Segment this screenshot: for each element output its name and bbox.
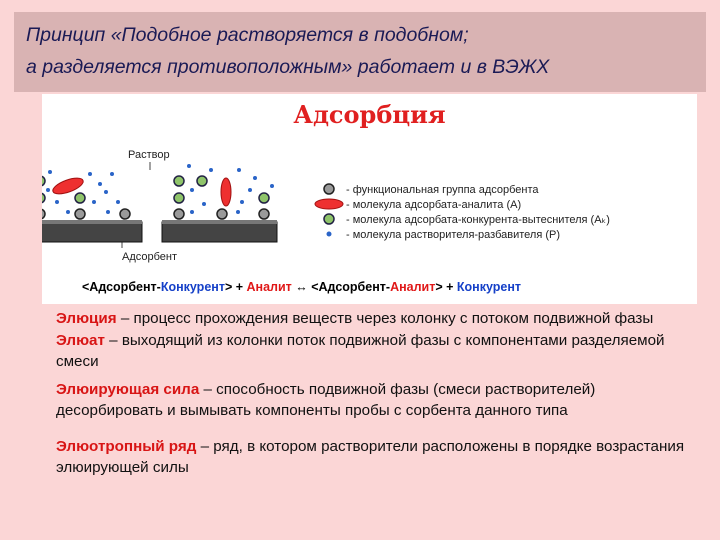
definition-term: Элюирующая сила [56, 380, 200, 398]
legend-competitor-icon [324, 214, 334, 224]
eq-part: > + [435, 280, 457, 294]
definition-eluotropic-series [56, 436, 706, 479]
legend-item-3: - молекула адсорбата-конкурента-вытеснителя (Aₖ) [346, 214, 610, 226]
definition-term: Элюат [56, 331, 105, 349]
slide-title-line-2: а разделяется противоположным» работает и в ВЭЖХ [26, 56, 550, 78]
legend-item-1: - функциональная группа адсорбента [346, 184, 539, 196]
legend-item-2: - молекула адсорбата-аналита (A) [346, 199, 522, 211]
legend-functional-group-icon [324, 184, 334, 194]
legend-analyte-icon [315, 199, 343, 209]
slide-title-box [14, 12, 706, 92]
adsorption-diagram [42, 94, 697, 304]
eq-analyte: Аналит [390, 280, 436, 294]
right-adsorbent-surface [162, 220, 277, 242]
adsorption-equation [82, 280, 521, 294]
analyte-molecule-adsorbed [221, 178, 231, 206]
definition-text: – процесс прохождения веществ через колонку с потоком подвижной фазы [116, 310, 654, 327]
eq-competitor: Конкурент [456, 280, 522, 294]
legend-solvent-icon [327, 232, 332, 237]
legend [315, 184, 610, 241]
definition-text: – выходящий из колонки поток подвижной фазы с компонентами разделяемой смеси [56, 331, 665, 370]
definition-text: – ряд, в котором растворители расположены в порядке возрастания элюирующей силы [56, 437, 685, 476]
solvent-molecules [46, 164, 274, 214]
left-adsorbent-surface [42, 220, 142, 242]
label-solution: Раствор [128, 149, 170, 161]
definition-eluting-strength [56, 379, 706, 422]
definition-eluate [56, 330, 706, 373]
definition-text: – способность подвижной фазы (смеси растворителей) десорбировать и вымывать компоненты пробы с сорбента данного типа [56, 380, 596, 419]
legend-item-4: - молекула растворителя-разбавителя (P) [346, 229, 561, 241]
definition-elution [56, 308, 706, 330]
eq-competitor: Конкурент [160, 280, 225, 294]
label-adsorbent: Адсорбент [122, 251, 178, 263]
definition-term: Элюотропный ряд [56, 437, 197, 455]
figure-title: Адсорбция [293, 100, 446, 129]
eq-analyte: Аналит [246, 280, 292, 294]
adsorption-figure [42, 94, 697, 304]
eq-part: <Адсорбент- [82, 280, 161, 294]
eq-part: > + [224, 280, 247, 294]
definition-term: Элюция [56, 310, 117, 327]
slide-title-line-1: Принцип «Подобное растворяется в подобном; [26, 24, 469, 46]
definitions-list [56, 308, 706, 485]
eq-part: ↔ <Адсорбент- [291, 280, 391, 294]
